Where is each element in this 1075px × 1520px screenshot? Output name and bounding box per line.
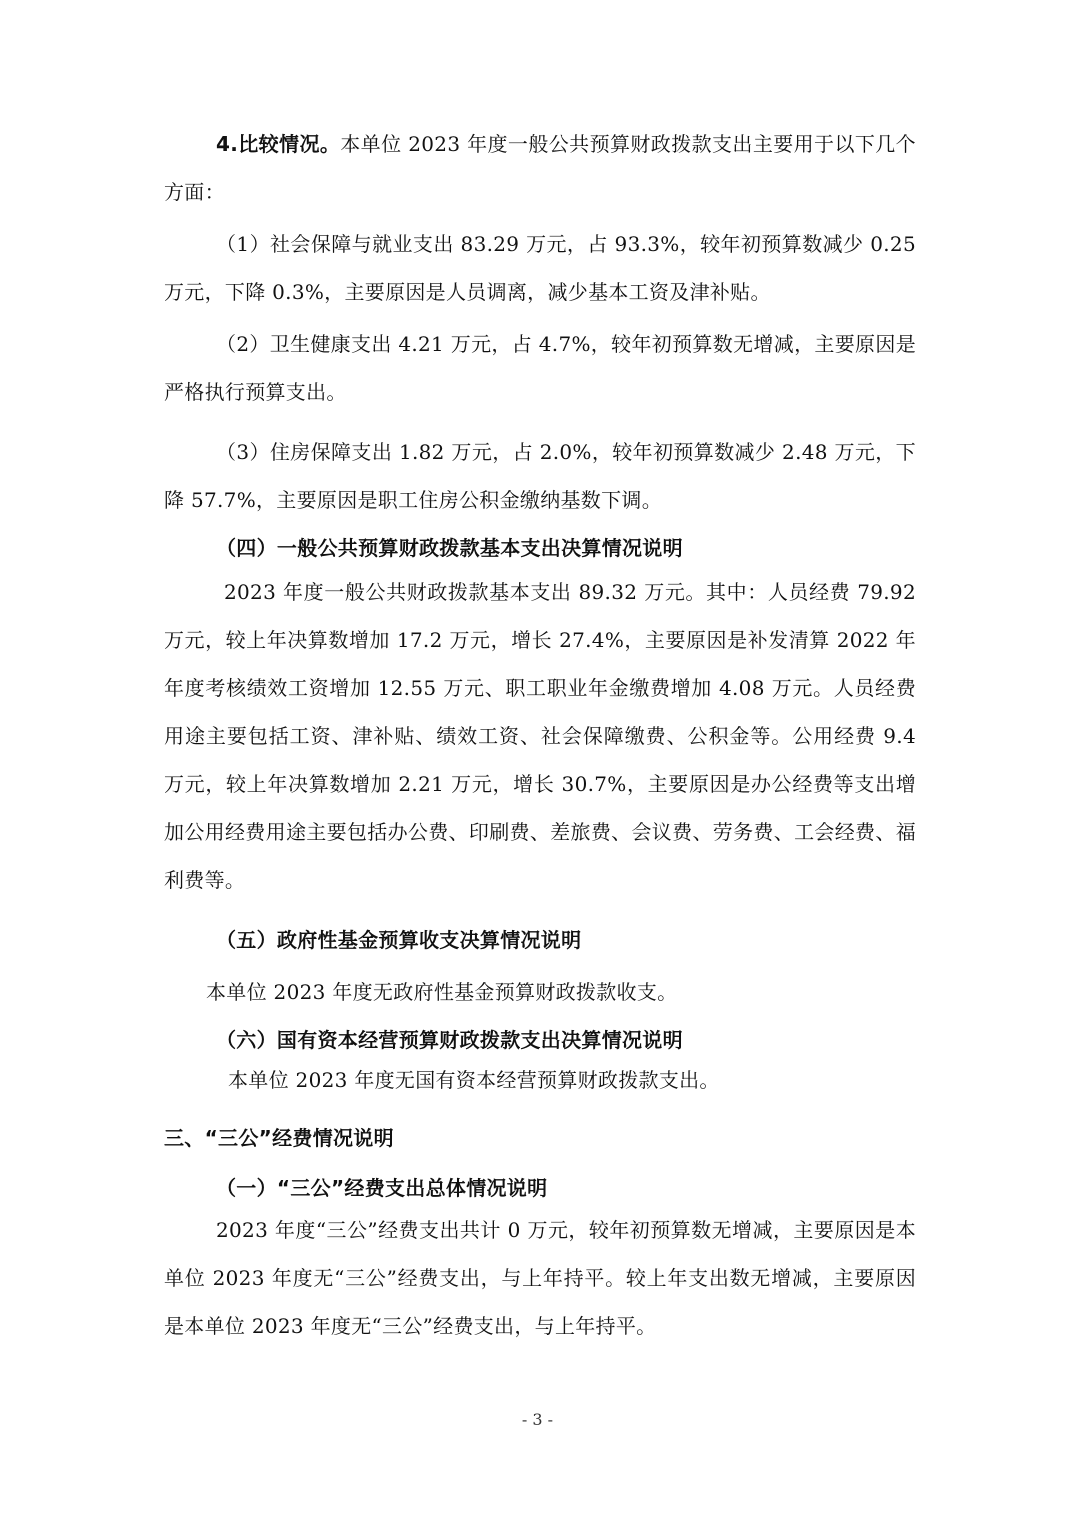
paragraph-housing: （3）住房保障支出 1.82 万元，占 2.0%，较年初预算数减少 2.48 万元，下降 57.7%，主要原因是职工住房公积金缴纳基数下调。: [164, 440, 916, 512]
comparison-text: 本单位 2023 年度一般公共预算财政拨款支出主要用于以下几个方面：: [164, 132, 916, 204]
paragraph-state-capital: 本单位 2023 年度无国有资本经营预算财政拨款支出。: [228, 1068, 720, 1092]
paragraph-social-security: （1）社会保障与就业支出 83.29 万元，占 93.3%，较年初预算数减少 0.25 万元，下降 0.3%，主要原因是人员调离，减少基本工资及津补贴。: [164, 232, 916, 304]
paragraph-basic-expenditure: 2023 年度一般公共财政拨款基本支出 89.32 万元。其中：人员经费 79.92 万元，较上年决算数增加 17.2 万元，增长 27.4%，主要原因是补发清算 2022 年年度考核绩效工资增加 12.55 万元、职工职业年金缴费增加 4.08 万元。人员经费用途主要包括工资、津补贴、绩效工资、社会保障缴费、公积金等。公用经费 9.4 万元，较上年决算数增加 2.21 万元，增长 30.7%，主要原因是办公经费等支出增加公用经费用途主要包括办公费、印刷费、差旅费、会议费、劳务费、工会经费、福利费等。: [164, 580, 916, 892]
paragraph-comparison: [164, 120, 916, 216]
heading-state-capital: （六）国有资本经营预算财政拨款支出决算情况说明: [216, 1028, 683, 1052]
paragraph-health: （2）卫生健康支出 4.21 万元，占 4.7%，较年初预算数无增减，主要原因是严格执行预算支出。: [164, 332, 916, 404]
paragraph-government-fund: 本单位 2023 年度无政府性基金预算财政拨款收支。: [206, 980, 678, 1004]
paragraph-three-public-overall: 2023 年度“三公”经费支出共计 0 万元，较年初预算数无增减，主要原因是本单位 2023 年度无“三公”经费支出，与上年持平。较上年支出数无增减，主要原因是本单位 2023 年度无“三公”经费支出，与上年持平。: [164, 1218, 916, 1338]
heading-three-public-overall: （一）“三公”经费支出总体情况说明: [216, 1176, 548, 1200]
heading-three-public-expenses: 三、“三公”经费情况说明: [164, 1126, 394, 1150]
comparison-lead: 4.比较情况。: [216, 132, 341, 156]
heading-basic-expenditure: （四）一般公共预算财政拨款基本支出决算情况说明: [216, 536, 683, 560]
heading-government-fund: （五）政府性基金预算收支决算情况说明: [216, 928, 582, 952]
page-number: - 3 -: [521, 1410, 554, 1429]
